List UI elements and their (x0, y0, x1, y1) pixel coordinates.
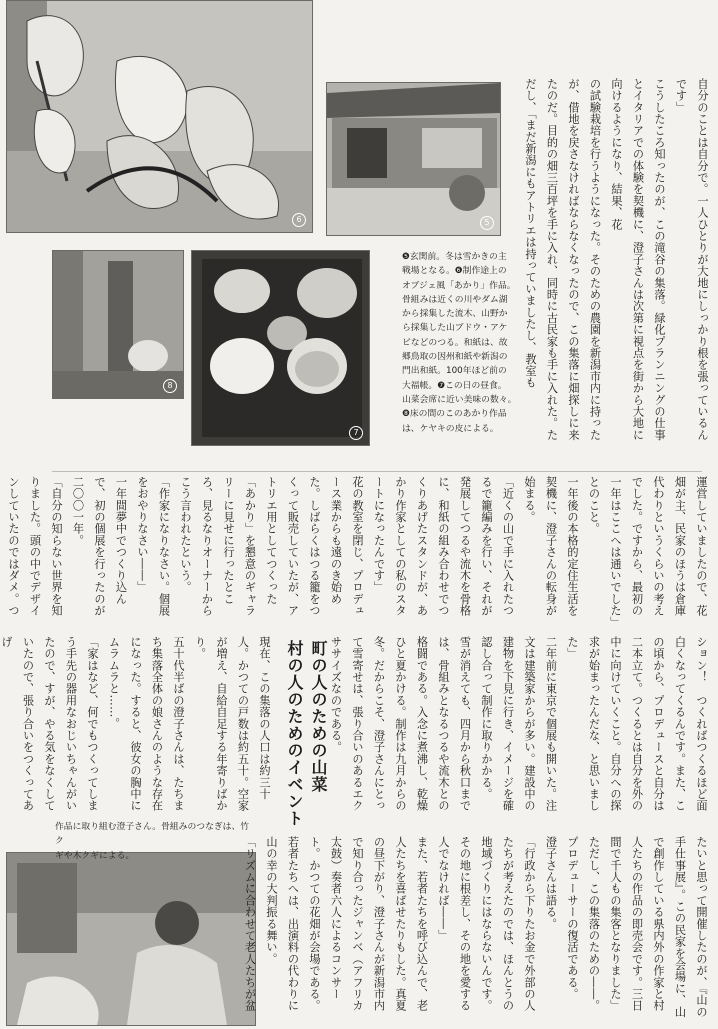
paragraph: こうしたころ知ったのが、この滝谷の集落。緑化プランニングの仕事とイタリアでの体験を契機に、澄子さんは次第に視点を街から大地に向けるようになり、結果、花 (610, 78, 666, 441)
photo-house-entrance (326, 82, 501, 236)
paragraph: 雪が消えても、四月から秋口までは、骨組みとなるつるや流木との格闘である。入念に煮沸し、乾燥ひと夏かける。制作は九月からの冬。だからこそ、澄子さんにとって雪寄せは、張り合いのあるエクササイズなのである。 (329, 636, 472, 812)
caption-line: 作品に取り組む澄子さん。骨組みのつなぎは、竹ク (55, 822, 250, 847)
caption-line: ギや木クギによる。 (55, 850, 135, 861)
photo-number-7: 7 (349, 426, 363, 440)
paragraph: ション！ つくればつくるほど面白くなってくるんです。また、この頃から、プロデュースと自分は二本立て。つくるとは自分を外の中に向けていくこと。自分への探求が始まったんだな、と思いました」 (566, 636, 708, 812)
paragraph: 自分のことは自分で。一人ひとりが大地にしっかり根を張っているんです」 (674, 78, 709, 441)
body-text-block-1 (503, 78, 713, 446)
paragraph: 二年前に東京で個展も開いた。注文は建築家からが多い。建設中の建物を下見に行き、イメージを確認し合って制作に取りかかる。 (480, 636, 558, 812)
paragraph: ただし、この集落のための――。プロデューサーの復活である。 (566, 836, 601, 1012)
photo-tokonoma-lamp (52, 250, 184, 399)
paragraph: 運営していましたので、花畑が主、民家のほうは倉庫代わりというくらいの考えでした。ですから、最初の一年はここへは通いでした」とのこと。 (587, 476, 708, 623)
lunch-tray-image (192, 251, 369, 445)
paragraph: 「近くの山で手に入れたつるで籠編みを行い、それが発展してつるや流木を骨格に、和紙の組み合わせでつくりあげたスタンドが、あかり作家としての私のスタートになったんです」 (372, 476, 515, 617)
section-headline (278, 640, 330, 840)
body-text-block-2 (7, 476, 712, 626)
caption-line: オブジェ風「あかり」作品。 (402, 280, 516, 291)
tokonoma-lamp-image (53, 251, 183, 398)
paragraph: の試験栽培を行うようになった。そのための農園を新潟市内に持ったが、借地を戻さなければならなくなったので、この集落に畑探しに来たのだ。目的の畑三百坪を手に入れ、同時に古民家も手に入れた。ただし、「まだ新潟にもアトリエは持っていましたし、教室も (524, 78, 602, 441)
lamp-sculpture-image (7, 1, 312, 232)
headline-line-2: 村の人のためのイベント (285, 640, 304, 827)
paragraph: また、若者たちを呼び込んで、老人たちを喜ばせたりもした。真夏の昼下がり、澄子さんが新潟市内で知り合ったジャンベ（アフリカ太鼓）奏者六人によるコンサート。かつての花畑が会場である。若者たちへは、出演料の代わりに山の幸の大判振る舞い。 (265, 836, 429, 1012)
paragraph: 「自分の知らない世界を知りました。頭の中でデザインしていたのではダメ。つ (7, 476, 63, 617)
paragraph: 一年間夢中でつくり込んで、初の個展を行ったのが二〇〇一年。 (71, 476, 128, 617)
photo-caption-sumiko (55, 820, 255, 863)
photo-number-5: 5 (480, 216, 494, 230)
caption-line: ら採集した山ブドウ・アケ (402, 323, 508, 334)
caption-line: 山菜会席に近い美味の数々。 (402, 394, 517, 405)
paragraph: 現在、この集落の人口は約三十人。かつての戸数は約五十。空家が増え、自給自足する年寄りばかり。 (193, 636, 271, 812)
paragraph: 「家はなど、何でもつくってしまう手先の器用なおじいちゃんがいたので、すが、やる気をなくしていたので、張り合いをつくってあげ (0, 636, 99, 812)
house-entrance-image (327, 83, 500, 235)
body-text-block-3 (329, 636, 712, 816)
photo-lamp-sculpture (6, 0, 313, 233)
paragraph: たいと思って開催したのが、『山の手仕事展』。この民家を会場に、山で創作している県内外の作家と村人たちの作品の即売会です。三日間で千人もの集客となりました」 (609, 836, 708, 1018)
headline-line-1: 町の人のための山菜 (309, 640, 328, 793)
photo-lunch-tray (191, 250, 370, 446)
photo-sumiko-working (6, 852, 256, 1026)
section-divider (52, 471, 702, 472)
sumiko-working-image (7, 853, 255, 1025)
photo-number-8: 8 (163, 379, 177, 393)
paragraph: 澄子さんは語る。 (544, 836, 558, 930)
photo-number-6: 6 (292, 213, 306, 227)
caption-line: ビなどのつる。和紙は、故 (402, 337, 508, 348)
caption-line: 門出和紙。100年ほど前の (402, 366, 507, 377)
caption-line: から採集した流木、山野か (402, 309, 508, 320)
paragraph: 五十代半ばの澄子さんは、たちまち集落全体の娘さんのような存在になった。すると、彼女の胸中にムラムラと……。 (107, 636, 185, 812)
caption-line: 骨組みは近くの川やダム湖 (402, 294, 508, 305)
caption-line: は、ケヤキの皮による。 (402, 423, 499, 434)
body-text-block-5 (243, 836, 712, 1021)
paragraph: 「行政から下りたお金で外部の人たちが考えたのでは、ほんとうの地域づくりにはならないんです。その地に根差し、その地を愛する人でなければ――」 (437, 836, 536, 1012)
caption-line: ❺玄関前。冬は雪かきの主 (402, 252, 507, 262)
caption-line: 郷鳥取の因州和紙や新潟の (402, 352, 508, 363)
paragraph: 花の教室を閉じ、プロデュース業からも遠のき始めた。しばらくはつる籠をつくって販売していたが、アトリエ用としてつくった「あかり」を懇意のギャラリーに見せに行ったところ、見るなりオーナーからこう言われたという。 (179, 476, 364, 617)
paragraph: 「作家になりなさい。個展をおやりなさい――」 (136, 476, 171, 617)
paragraph: 一年後の本格的定住生活を契機に、澄子さんの転身が始まる。 (523, 476, 579, 617)
caption-line: ❽床の間のこのあかり作品 (402, 409, 507, 420)
caption-line: 戦場となる。❻制作途上の (402, 266, 507, 277)
paragraph: 「リズムに合わせて老人たちが盆 (243, 836, 257, 1012)
body-text-block-4 (0, 636, 275, 816)
caption-line: 大福帳。❼この日の昼食。 (402, 380, 507, 391)
